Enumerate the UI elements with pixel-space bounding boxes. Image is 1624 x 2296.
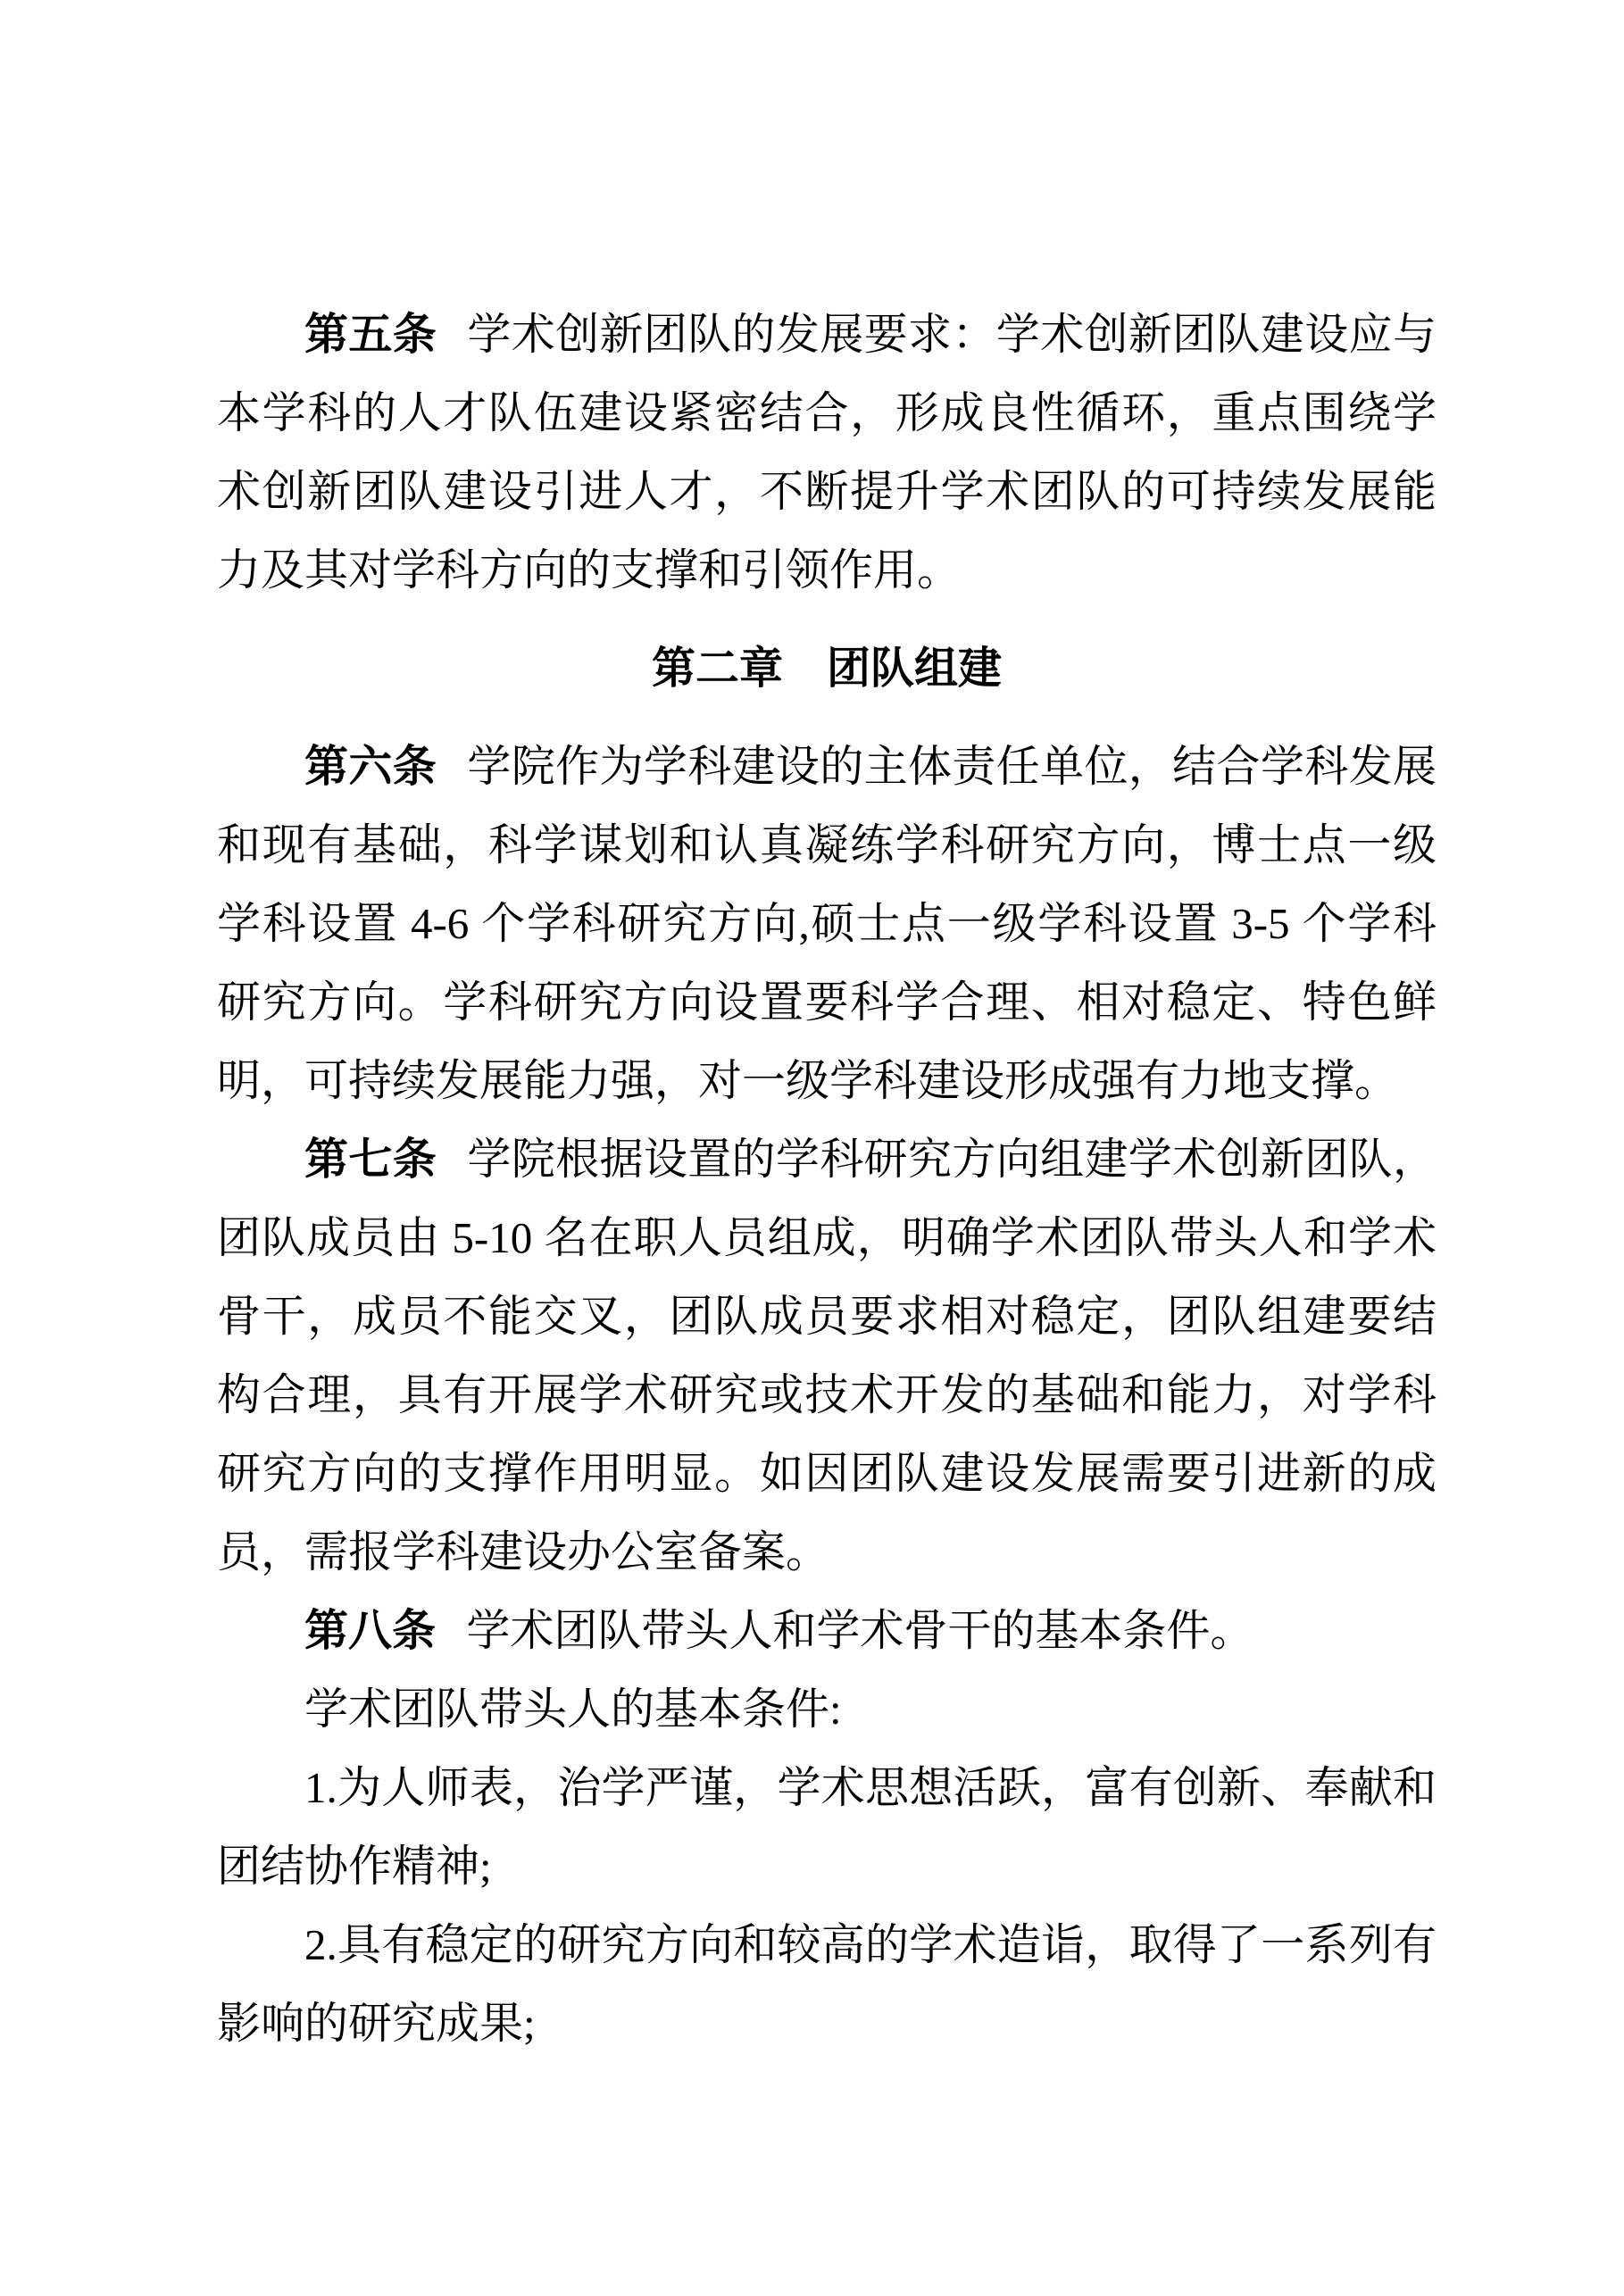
article-8-text: 学术团队带头人和学术骨干的基本条件。	[466, 1606, 1254, 1655]
paragraph-article-7	[217, 1120, 1437, 1592]
chapter-2-heading: 第二章 团队组建	[651, 645, 1002, 693]
paragraph-article-8	[217, 1592, 1437, 1670]
article-6-label: 第六条	[304, 743, 437, 791]
article-7-text: 学院根据设置的学科研究方向组建学术创新团队，团队成员由 5-10 名在职人员组成，明确学术团队带头人和学术骨干，成员不能交叉，团队成员要求相对稳定，团队组建要结构合理，具有开展学术研究或技术开发的基础和能力，对学科研究方向的支撑作用明显。如因团队建设发展需要引进新的成员，需报学科建设办公室备案。	[217, 1135, 1437, 1576]
article-7-label: 第七条	[304, 1136, 437, 1184]
article-8-label: 第八条	[304, 1607, 437, 1655]
paragraph-condition-2: 2.具有稳定的研究方向和较高的学术造诣，取得了一系列有影响的研究成果;	[217, 1920, 1437, 2048]
article-6-text: 学院作为学科建设的主体责任单位，结合学科发展和现有基础，科学谋划和认真凝练学科研究方向，博士点一级学科设置 4-6 个学科研究方向,硕士点一级学科设置 3-5 个学科研究方向。学科研究方向设置要科学合理、相对稳定、特色鲜明，可持续发展能力强，对一级学科建设形成强有力地支撑。	[217, 742, 1437, 1105]
article-5-text: 学术创新团队的发展要求：学术创新团队建设应与本学科的人才队伍建设紧密结合，形成良性循环，重点围绕学术创新团队建设引进人才，不断提升学术团队的可持续发展能力及其对学科方向的支撑和引领作用。	[217, 310, 1437, 595]
paragraph-article-5	[217, 295, 1437, 610]
paragraph-article-6	[217, 728, 1437, 1120]
document-body	[217, 295, 1437, 2063]
article-5-label: 第五条	[304, 311, 437, 359]
paragraph-condition-1: 1.为人师表，治学严谨，学术思想活跃，富有创新、奉献和团结协作精神;	[217, 1763, 1437, 1891]
paragraph-leader-conditions-intro: 学术团队带头人的基本条件:	[304, 1685, 842, 1734]
